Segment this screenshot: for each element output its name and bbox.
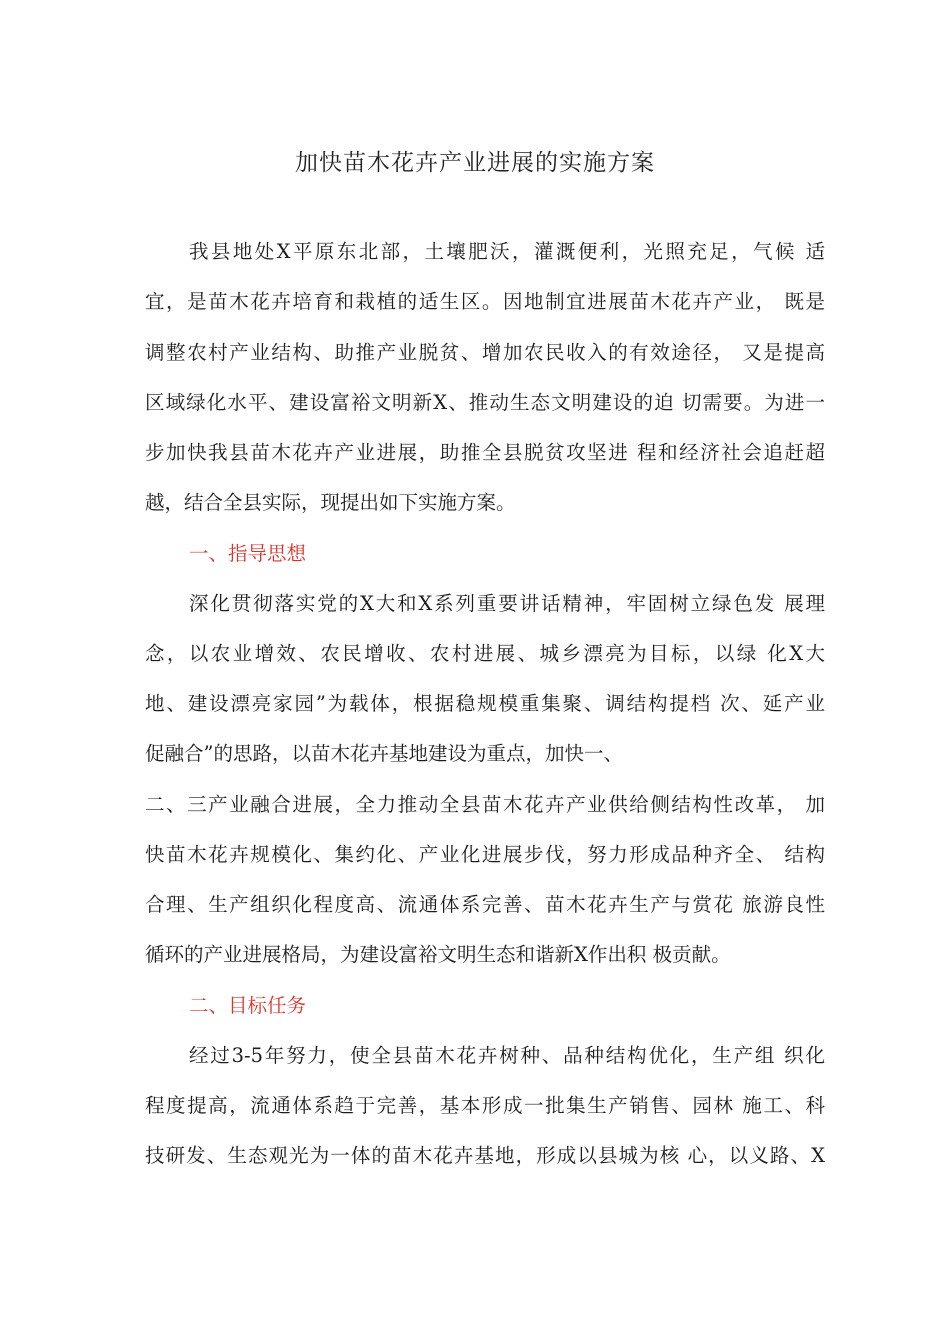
section-heading-guiding-ideology: 一、指导思想 xyxy=(189,542,307,565)
intro-line: 步加快我县苗木花卉产业进展，助推全县脱贫攻坚进 程和经济社会追赶超 xyxy=(145,441,825,464)
section2-line: 经过3-5年努力，使全县苗木花卉树种、品种结构优化，生产组 织化 xyxy=(189,1044,825,1067)
document-title: 加快苗木花卉产业进展的实施方案 xyxy=(295,150,655,176)
section2-line: 技研发、生态观光为一体的苗木花卉基地，形成以县城为核 心，以义路、X xyxy=(145,1144,825,1167)
intro-line: 我县地处X平原东北部，土壤肥沃，灌溉便利，光照充足，气候 适 xyxy=(189,240,825,263)
section-heading-goals-tasks: 二、目标任务 xyxy=(189,994,307,1017)
intro-line: 越，结合全县实际，现提出如下实施方案。 xyxy=(145,491,516,514)
section1-line: 快苗木花卉规模化、集约化、产业化进展步伐，努力形成品种齐全、 结构 xyxy=(145,843,825,866)
section1-line: 念，以农业增效、农民增收、农村进展、城乡漂亮为目标，以绿 化X大 xyxy=(145,642,825,665)
section1-line: 二、三产业融合进展，全力推动全县苗木花卉产业供给侧结构性改革， 加 xyxy=(145,793,825,816)
section2-line: 程度提高，流通体系趋于完善，基本形成一批集生产销售、园林 施工、科 xyxy=(145,1094,825,1117)
section1-line: 循环的产业进展格局，为建设富裕文明生态和谐新X作出积 极贡献。 xyxy=(145,943,731,966)
intro-line: 区域绿化水平、建设富裕文明新X、推动生态文明建设的迫 切需要。为进一 xyxy=(145,391,825,414)
section1-line: 促融合”的思路，以苗木花卉基地建设为重点，加快一、 xyxy=(145,742,623,765)
section1-line: 深化贯彻落实党的X大和X系列重要讲话精神，牢固树立绿色发 展理 xyxy=(189,592,825,615)
section1-line: 合理、生产组织化程度高、流通体系完善、苗木花卉生产与赏花 旅游良性 xyxy=(145,893,825,916)
section1-line: 地、建设漂亮家园”为载体，根据稳规模重集聚、调结构提档 次、延产业 xyxy=(145,692,825,715)
intro-line: 调整农村产业结构、助推产业脱贫、增加农民收入的有效途径， 又是提高 xyxy=(145,341,825,364)
intro-line: 宜，是苗木花卉培育和栽植的适生区。因地制宜进展苗木花卉产业， 既是 xyxy=(145,290,825,313)
